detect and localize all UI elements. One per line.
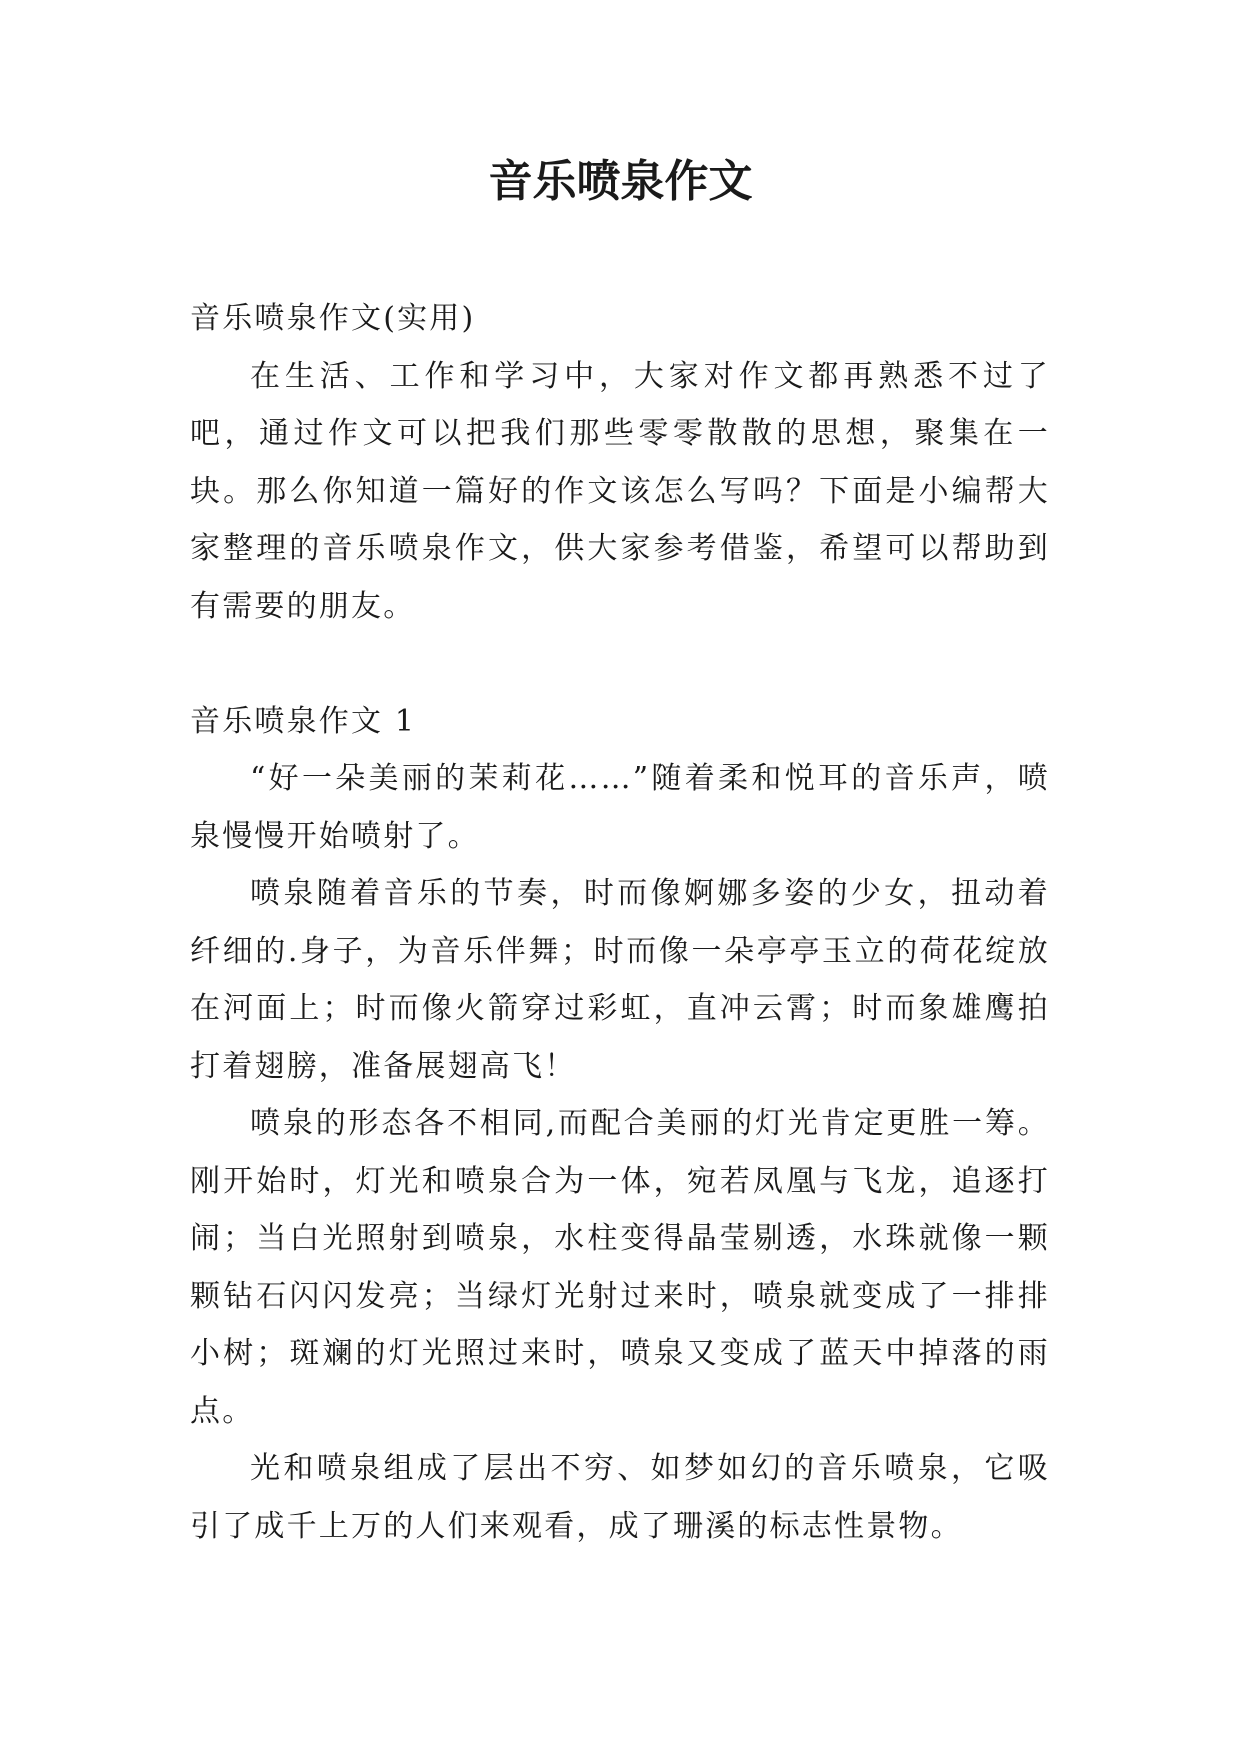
section1-paragraph-4: 光和喷泉组成了层出不穷、如梦如幻的音乐喷泉，它吸引了成千上万的人们来观看，成了珊溪的标志性景物。 (190, 1451, 1050, 1544)
intro-heading: 音乐喷泉作文(实用) (190, 301, 476, 336)
document-body (190, 290, 1050, 1555)
section1-paragraph-3: 喷泉的形态各不相同,而配合美丽的灯光肯定更胜一筹。刚开始时，灯光和喷泉合为一体，宛若凤凰与飞龙，追逐打闹；当白光照射到喷泉，水柱变得晶莹剔透，水珠就像一颗颗钻石闪闪发亮；当绿灯光射过来时，喷泉就变成了一排排小树；斑斓的灯光照过来时，喷泉又变成了蓝天中掉落的雨点。 (190, 1106, 1050, 1429)
document-title: 音乐喷泉作文 (488, 156, 753, 207)
section1-heading: 音乐喷泉作文 1 (190, 703, 417, 739)
intro-paragraph: 在生活、工作和学习中，大家对作文都再熟悉不过了吧，通过作文可以把我们那些零零散散的思想，聚集在一块。那么你知道一篇好的作文该怎么写吗？下面是小编帮大家整理的音乐喷泉作文，供大家参考借鉴，希望可以帮助到有需要的朋友。 (190, 358, 1050, 624)
section1-paragraph-2: 喷泉随着音乐的节奏，时而像婀娜多姿的少女，扭动着纤细的.身子，为音乐伴舞；时而像一朵亭亭玉立的荷花绽放在河面上；时而像火箭穿过彩虹，直冲云霄；时而象雄鹰拍打着翅膀，准备展翅高飞！ (190, 876, 1050, 1084)
section-spacer (190, 635, 1050, 693)
section1-paragraph-1: “好一朵美丽的茉莉花……”随着柔和悦耳的音乐声，喷泉慢慢开始喷射了。 (190, 761, 1050, 854)
